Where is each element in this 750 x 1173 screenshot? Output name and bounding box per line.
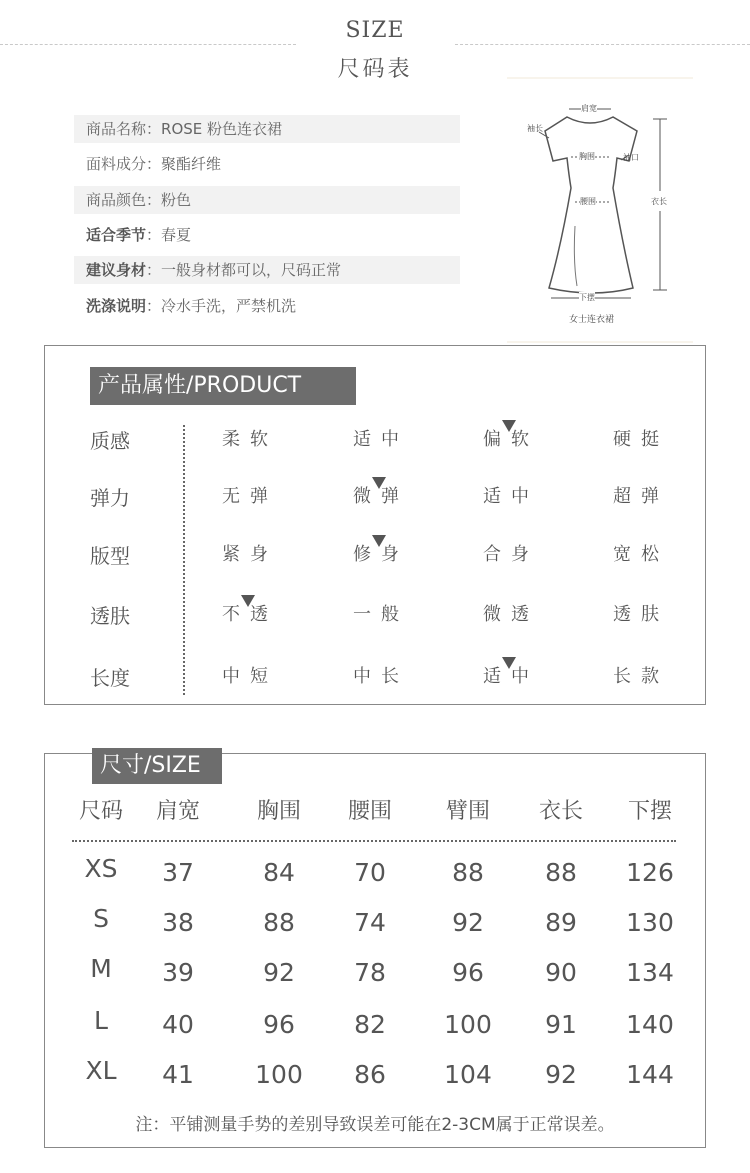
size-value-cell: 140 [626, 1010, 674, 1039]
info-value: 春夏 [161, 226, 192, 244]
info-label: 商品颜色 [86, 191, 147, 209]
size-column-header: 臂围 [445, 799, 490, 824]
info-value: 冷水手洗，严禁机洗 [161, 297, 297, 315]
size-value-cell: 70 [354, 858, 386, 887]
attribute-option: 透肤 [613, 604, 669, 625]
info-row-fabric: 面料成分：聚酯纤维 [86, 155, 222, 173]
info-value: ROSE 粉色连衣裙 [161, 120, 283, 138]
selected-marker [502, 420, 516, 432]
size-value-cell: 37 [162, 858, 194, 887]
size-value-cell: 100 [444, 1010, 492, 1039]
size-value-cell: 74 [354, 908, 386, 937]
attribute-option: 柔软 [222, 429, 278, 450]
size-value-cell: 100 [255, 1060, 303, 1089]
attribute-option: 微透 [483, 604, 539, 625]
size-value-cell: 104 [444, 1060, 492, 1089]
diagram-label-length: 衣长 [651, 197, 667, 206]
attribute-option: 中长 [353, 666, 409, 687]
diagram-label-chest: 胸围 [579, 152, 595, 161]
attribute-option: 硬挺 [613, 429, 669, 450]
size-value-cell: 96 [452, 958, 484, 987]
attribute-option: 合身 [483, 544, 539, 565]
size-value-cell: 38 [162, 908, 194, 937]
size-value-cell: 40 [162, 1010, 194, 1039]
diagram-label-sleeve: 袖长 [527, 124, 543, 133]
info-value: 聚酯纤维 [161, 155, 222, 173]
size-column-header: 下摆 [627, 799, 672, 824]
size-value-cell: 91 [545, 1010, 577, 1039]
size-label-cell: XL [85, 1056, 117, 1085]
size-title: 尺寸/SIZE [92, 748, 222, 784]
info-value: 粉色 [161, 191, 192, 209]
info-label: 商品名称 [86, 120, 147, 138]
attribute-option: 修身 [353, 544, 409, 565]
attribute-label: 弹力 [90, 486, 130, 510]
attribute-option: 中短 [222, 666, 278, 687]
attribute-option: 长款 [613, 666, 669, 687]
attribute-option: 紧身 [222, 544, 278, 565]
size-label-cell: L [94, 1006, 108, 1035]
attribute-option: 不透 [222, 604, 278, 625]
size-value-cell: 90 [545, 958, 577, 987]
size-column-header: 衣长 [538, 799, 583, 824]
size-column-header: 胸围 [256, 799, 301, 824]
size-value-cell: 89 [545, 908, 577, 937]
attribute-option: 一般 [353, 604, 409, 625]
size-value-cell: 134 [626, 958, 674, 987]
dress-illustration [505, 76, 695, 344]
dress-diagram [505, 76, 695, 344]
size-note: 注：平铺测量手势的差别导致误差可能在2-3CM属于正常误差。 [135, 1115, 615, 1135]
attribute-option: 宽松 [613, 544, 669, 565]
attribute-option: 适中 [483, 486, 539, 507]
attribute-label: 版型 [90, 544, 130, 568]
size-column-header: 尺码 [78, 799, 123, 824]
attribute-option: 微弹 [353, 486, 409, 507]
selected-marker [372, 535, 386, 547]
size-value-cell: 88 [263, 908, 295, 937]
attribute-option: 超弹 [613, 486, 669, 507]
info-label: 适合季节 [86, 226, 147, 244]
size-value-cell: 130 [626, 908, 674, 937]
info-row-color: 商品颜色：粉色 [74, 186, 460, 214]
product-divider [183, 425, 185, 695]
info-row-season: 适合季节：春夏 [86, 226, 192, 244]
size-value-cell: 88 [545, 858, 577, 887]
size-value-cell: 41 [162, 1060, 194, 1089]
attribute-option: 适中 [483, 666, 539, 687]
info-value: 一般身材都可以，尺码正常 [161, 261, 342, 279]
diagram-label-shoulder: 肩宽 [581, 104, 597, 113]
size-value-cell: 82 [354, 1010, 386, 1039]
header-title-en: SIZE [345, 18, 405, 43]
selected-marker [241, 595, 255, 607]
info-row-body: 建议身材：一般身材都可以，尺码正常 [74, 256, 460, 284]
attribute-option: 适中 [353, 429, 409, 450]
selected-marker [372, 477, 386, 489]
size-column-header: 肩宽 [155, 799, 200, 824]
attribute-option: 无弹 [222, 486, 278, 507]
diagram-caption: 女士连衣裙 [569, 315, 615, 325]
size-value-cell: 78 [354, 958, 386, 987]
attribute-label: 质感 [90, 429, 130, 453]
size-value-cell: 144 [626, 1060, 674, 1089]
diagram-label-waist: 腰围 [580, 197, 596, 206]
attribute-label: 透肤 [90, 604, 130, 628]
header-line-left [0, 44, 296, 45]
product-title: 产品属性/PRODUCT [90, 367, 356, 405]
size-value-cell: 96 [263, 1010, 295, 1039]
size-value-cell: 86 [354, 1060, 386, 1089]
info-label: 洗涤说明 [86, 297, 147, 315]
info-row-wash: 洗涤说明：冷水手洗，严禁机洗 [86, 297, 297, 315]
header-line-right [455, 44, 750, 45]
size-value-cell: 92 [545, 1060, 577, 1089]
info-row-name: 商品名称：ROSE 粉色连衣裙 [74, 115, 460, 143]
attribute-label: 长度 [90, 666, 130, 690]
diagram-label-hem: 下摆 [579, 293, 595, 302]
size-value-cell: 126 [626, 858, 674, 887]
header-title-cn: 尺码表 [337, 57, 413, 82]
info-label: 面料成分 [86, 155, 147, 173]
info-label: 建议身材 [86, 261, 147, 279]
selected-marker [502, 657, 516, 669]
size-header-divider [72, 840, 676, 842]
size-value-cell: 92 [263, 958, 295, 987]
size-value-cell: 84 [263, 858, 295, 887]
size-value-cell: 92 [452, 908, 484, 937]
size-column-header: 腰围 [347, 799, 392, 824]
size-label-cell: S [93, 904, 109, 933]
size-label-cell: XS [84, 854, 118, 883]
attribute-option: 偏软 [483, 429, 539, 450]
size-value-cell: 39 [162, 958, 194, 987]
size-label-cell: M [90, 954, 112, 983]
diagram-label-cuff: 袖口 [623, 153, 639, 162]
size-value-cell: 88 [452, 858, 484, 887]
